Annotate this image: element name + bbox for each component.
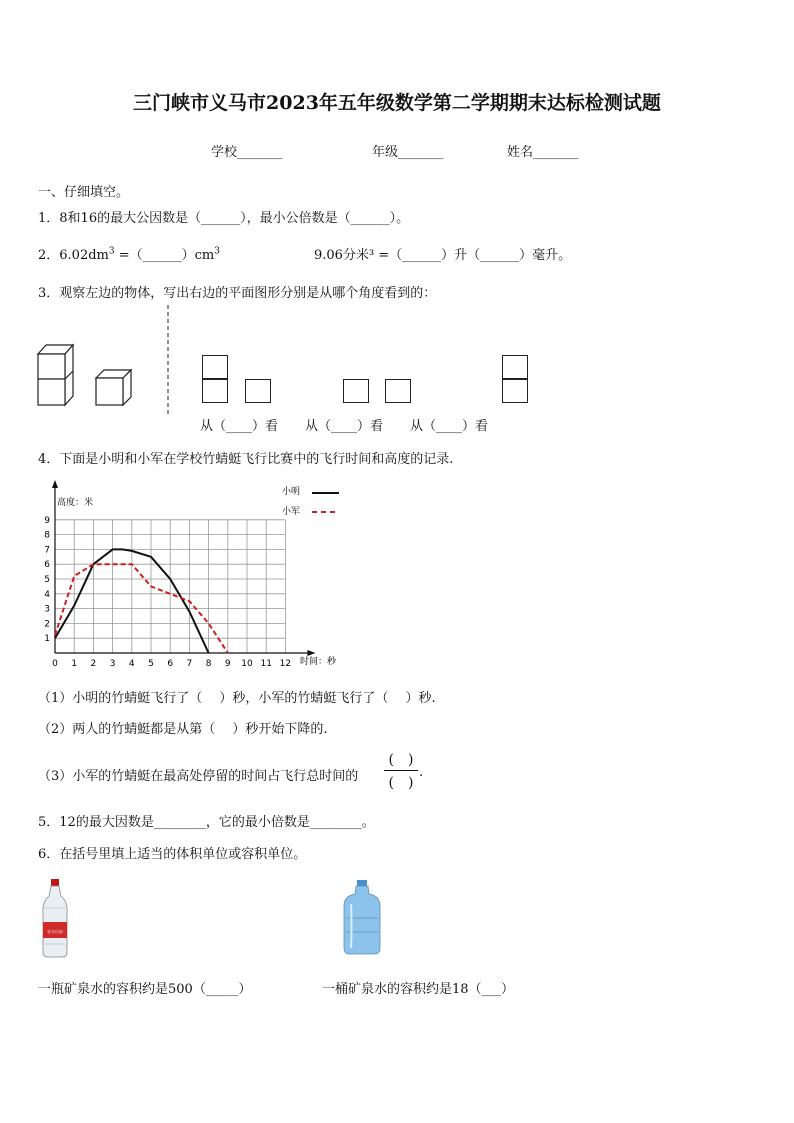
x-axis-arrow [307, 650, 315, 656]
x-tick-label: 2 [90, 659, 97, 669]
x-tick-label: 4 [128, 659, 135, 669]
question-5: 5．12的最大因数是________，它的最小倍数是________。 [38, 815, 375, 830]
name-field: 姓名_______ [507, 145, 579, 160]
question-1: 1．8和16的最大公因数是（______），最小公倍数是（______）。 [38, 211, 410, 226]
view-square [202, 379, 228, 403]
legend-label-xiaojun: 小军 [282, 507, 301, 517]
y-tick-label: 8 [44, 530, 50, 541]
question-4-3: （3）小军的竹蜻蜓在最高处停留的时间占飞行总时间的 [38, 769, 359, 784]
x-tick-label: 9 [224, 659, 231, 669]
x-tick-label: 12 [279, 659, 292, 669]
page-title: 三门峡市义马市2023年五年级数学第二学期期末达标检测试题 [133, 92, 661, 114]
q2-sup: 3 [108, 246, 115, 257]
question-4-1: （1）小明的竹蜻蜓飞行了（ ）秒，小军的竹蜻蜓飞行了（ ）秒. [38, 691, 436, 706]
view-square [385, 379, 411, 403]
y-axis-arrow [52, 480, 58, 488]
x-tick-label: 8 [205, 659, 212, 669]
divider-dashed-line [165, 305, 171, 415]
x-tick-label: 11 [260, 659, 272, 669]
fraction-numerator: ( ) [388, 752, 414, 768]
section-heading: 一、仔细填空。 [38, 185, 130, 200]
view-square [502, 355, 528, 379]
view-label-3: 从（____）看 [410, 419, 489, 434]
view-square [202, 355, 228, 379]
chart-series [55, 549, 228, 653]
question-6b: 一桶矿泉水的容积约是18（___） [322, 982, 515, 997]
question-2a [38, 244, 220, 263]
y-tick-label: 5 [44, 575, 50, 585]
chart-legend [282, 485, 339, 517]
question-4: 4．下面是小明和小军在学校竹蜻蜓飞行比赛中的飞行时间和高度的记录. [38, 452, 454, 467]
y-tick-label: 6 [44, 560, 50, 571]
bottle-label: 农夫山泉 [47, 929, 63, 934]
y-tick-label: 9 [44, 515, 50, 526]
q2-number: 6.02dm [59, 248, 109, 263]
fraction-bar [384, 770, 418, 771]
q2-sup2: 3 [214, 246, 220, 257]
view-label-2: 从（____）看 [305, 419, 384, 434]
question-4-2: （2）两人的竹蜻蜓都是从第（ ）秒开始下降的. [38, 722, 328, 737]
question-4-3-end: . [419, 765, 424, 780]
chart-grid [55, 520, 285, 653]
view-square [245, 379, 271, 403]
y-tick-label: 4 [44, 589, 50, 600]
water-bottle-icon [40, 878, 70, 958]
question-6: 6．在括号里填上适当的体积单位或容积单位。 [38, 847, 307, 862]
q2-mid: =（______）cm [114, 248, 215, 263]
x-tick-label: 5 [148, 659, 154, 669]
fraction-blank [384, 749, 418, 792]
x-tick-label: 7 [186, 659, 193, 669]
single-cube-icon [94, 368, 134, 408]
fraction-denominator: ( ) [388, 775, 414, 791]
y-tick-label: 1 [44, 634, 50, 645]
x-tick-label: 3 [109, 659, 116, 669]
chart-y-axis-label: 高度：米 [57, 498, 94, 508]
q2-prefix: 2． [38, 248, 60, 263]
view-square [502, 379, 528, 403]
y-tick-label: 2 [44, 619, 50, 630]
x-tick-label: 1 [71, 659, 78, 669]
y-tick-label: 7 [44, 545, 50, 556]
grade-field: 年级_______ [372, 145, 444, 160]
view-square [343, 379, 369, 403]
question-6a: 一瓶矿泉水的容积约是500（_____） [38, 982, 252, 997]
chart-x-axis-label: 时间：秒 [300, 657, 337, 667]
stacked-cubes-icon [36, 342, 76, 408]
x-tick-label: 6 [167, 659, 174, 669]
water-jug-icon [342, 880, 382, 955]
x-tick-label: 10 [241, 659, 253, 669]
x-tick-label: 0 [52, 659, 58, 669]
view-label-1: 从（____）看 [200, 419, 279, 434]
question-3: 3．观察左边的物体，写出右边的平面图形分别是从哪个角度看到的： [38, 286, 437, 301]
school-field: 学校_______ [211, 145, 283, 160]
legend-label-xiaoming: 小明 [282, 487, 301, 497]
question-2b: 9.06分米³ =（______）升（______）毫升。 [314, 248, 572, 263]
flight-line-chart [36, 478, 366, 673]
y-tick-label: 3 [44, 604, 50, 615]
